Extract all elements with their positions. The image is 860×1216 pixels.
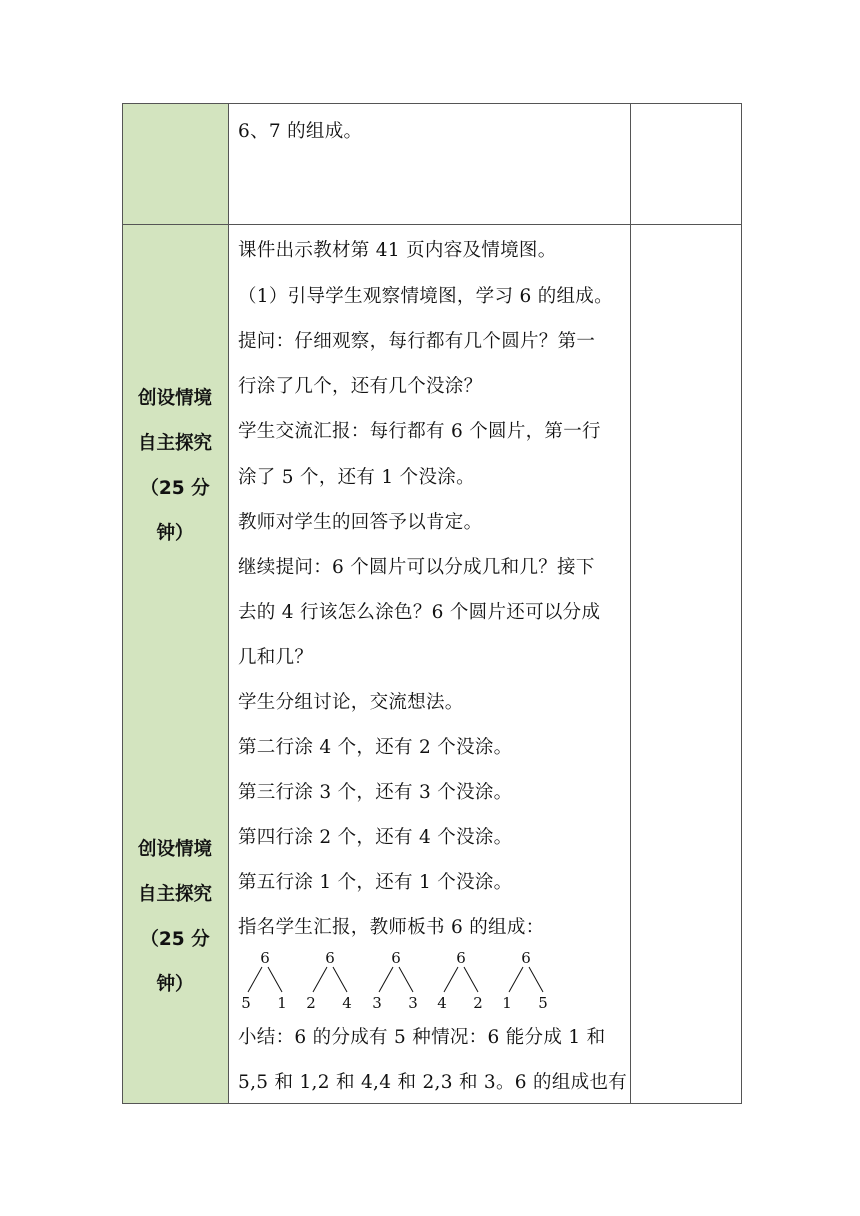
diagram-branch-left [313,967,327,992]
content-line: 学生交流汇报：每行都有 6 个圆片，第一行 [238,421,601,442]
stage-text: （25 分 [140,478,210,499]
notes-cell-main [630,224,742,1104]
diagram-branch-left [248,967,262,992]
diagram-branch-right [464,967,478,992]
composition-diagram [502,949,548,1012]
content-line: 第四行涂 2 个，还有 4 个没涂。 [238,827,513,848]
diagram-branch-left [379,967,393,992]
content-line: 几和几？ [238,647,314,668]
diagram-left: 1 [502,994,512,1012]
diagram-right: 1 [277,994,287,1012]
composition-diagram [306,949,352,1012]
content-line: 指名学生汇报，教师板书 6 的组成： [238,917,545,938]
diagram-branch-right [399,967,413,992]
diagram-top: 6 [260,949,270,967]
diagram-right: 5 [538,994,548,1012]
content-line: 第五行涂 1 个，还有 1 个没涂。 [238,872,513,893]
composition-diagram [241,949,287,1012]
content-line: 涂了 5 个，还有 1 个没涂。 [238,467,475,488]
diagram-left: 2 [306,994,316,1012]
content-line: 去的 4 行该怎么涂色？6 个圆片还可以分成 [238,602,601,623]
stage-text: 创设情境 [137,388,212,409]
diagram-top: 6 [325,949,335,967]
stage-text: 钟） [156,974,194,995]
notes-cell-top [630,103,742,225]
composition-diagram [437,949,483,1012]
stage-text: 自主探究 [137,884,212,905]
diagram-left: 4 [437,994,447,1012]
stage-text: （25 分 [140,929,210,950]
diagram-right: 2 [473,994,483,1012]
diagram-right: 4 [342,994,352,1012]
diagram-left: 3 [372,994,382,1012]
content-line: 6、7 的组成。 [238,121,363,142]
content-line: （1）引导学生观察情境图，学习 6 的组成。 [238,286,613,307]
diagram-branch-right [333,967,347,992]
content-line: 5,5 和 1,2 和 4,4 和 2,3 和 3。6 的组成也有 [238,1072,628,1093]
diagram-right: 3 [408,994,418,1012]
content-line: 继续提问：6 个圆片可以分成几和几？接下 [238,557,595,578]
content-line: 第三行涂 3 个，还有 3 个没涂。 [238,782,513,803]
composition-diagrams [236,946,566,1016]
content-line: 教师对学生的回答予以肯定。 [238,512,483,533]
content-line: 小结：6 的分成有 5 种情况：6 能分成 1 和 [238,1027,606,1048]
content-line: 行涂了几个，还有几个没涂？ [238,376,483,397]
diagram-left: 5 [241,994,251,1012]
stage-text: 自主探究 [137,433,212,454]
stage-text: 钟） [156,523,194,544]
diagram-branch-right [529,967,543,992]
diagram-top: 6 [521,949,531,967]
diagram-branch-left [444,967,458,992]
diagram-branch-left [509,967,523,992]
diagram-top: 6 [391,949,401,967]
content-line: 第二行涂 4 个，还有 2 个没涂。 [238,737,513,758]
stage-text: 创设情境 [137,839,212,860]
diagram-branch-right [268,967,282,992]
stage-cell-top [122,103,229,225]
composition-diagram [372,949,418,1012]
content-line: 课件出示教材第 41 页内容及情境图。 [238,240,557,261]
content-line: 学生分组讨论，交流想法。 [238,692,464,713]
diagram-top: 6 [456,949,466,967]
content-line: 提问：仔细观察，每行都有几个圆片？第一 [238,331,596,352]
